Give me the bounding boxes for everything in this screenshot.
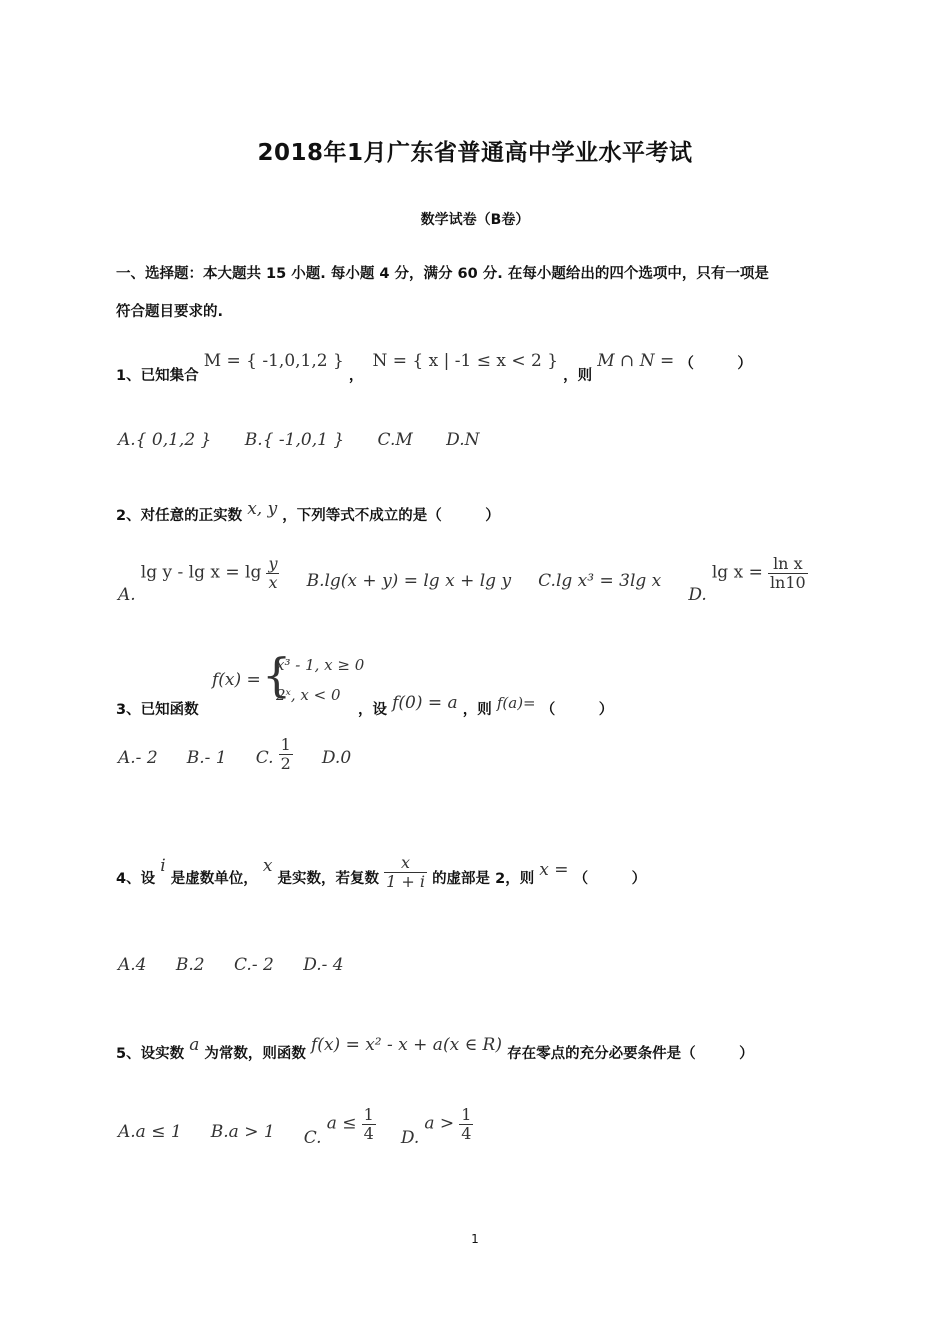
q5-option-d-fraction: $\frac{1}{4}$: [461, 1105, 472, 1143]
q4-option-a: A.4: [118, 955, 147, 975]
page-number: 1: [471, 1232, 479, 1246]
q3-rest: [358, 692, 614, 718]
q2-option-c: C.lg x³ = 3lg x: [538, 570, 662, 591]
q3-set: ，设: [358, 702, 387, 718]
q2-text: ，下列等式不成立的是（ ）: [282, 508, 500, 524]
q5-option-a: A.a ≤ 1: [118, 1121, 182, 1142]
question-1: [116, 350, 752, 384]
q2-option-a-expr: lg y - lg x = lg: [140, 562, 262, 583]
q2-option-d-label: D.: [688, 584, 707, 605]
q3-brace: {: [262, 648, 292, 702]
q2-vars: x, y: [247, 499, 278, 519]
q1-option-b: B.{ -1,0,1 }: [244, 430, 345, 450]
q5-prefix: 5、设实数: [116, 1046, 185, 1062]
q1-options: [118, 430, 479, 450]
question-2: [116, 498, 500, 524]
q3-option-c-fraction: $\frac{1}{2}$: [280, 735, 291, 773]
q1-set-m: M = { -1,0,1,2 }: [203, 351, 344, 371]
q3-option-c-label: C.: [255, 747, 274, 768]
q4-expr: x =: [539, 859, 569, 880]
q1-prefix: 1、已知集合: [116, 368, 199, 384]
q1-then: ，则: [563, 368, 593, 384]
q3-option-d: D.0: [321, 747, 352, 768]
q4-text-3: 的虚部是 2，则: [432, 870, 535, 887]
q5-option-d-label: D.: [400, 1127, 420, 1148]
q3-fa: f(a)=: [496, 694, 536, 712]
q3-option-b: B.- 1: [186, 747, 227, 768]
q5-text-2: 存在零点的充分必要条件是（ ）: [507, 1046, 754, 1062]
q4-i: i: [160, 855, 166, 876]
q2-prefix: 2、对任意的正实数: [116, 508, 243, 524]
q5-option-d-expr: a >: [424, 1113, 455, 1134]
q3-case-1: x³ - 1, x ≥ 0: [276, 656, 365, 674]
q3-prefix: 3、已知函数: [116, 702, 199, 718]
q3-option-a: A.- 2: [118, 747, 158, 768]
page-subtitle: 数学试卷（B卷）: [420, 212, 530, 228]
q2-option-b: B.lg(x + y) = lg x + lg y: [306, 570, 512, 591]
q4-option-c: C.- 2: [234, 955, 274, 975]
q1-option-d: D.N: [446, 430, 480, 450]
q5-text-1: 为常数，则函数: [204, 1046, 306, 1062]
q5-option-c-fraction: $\frac{1}{4}$: [363, 1105, 374, 1143]
q3-f0: f(0) = a: [392, 693, 458, 713]
q5-a: a: [189, 1035, 200, 1055]
q4-option-d: D.- 4: [303, 955, 344, 975]
q4-prefix: 4、设: [116, 870, 156, 887]
q4-options: [118, 955, 344, 975]
q2-option-d-fraction: $\frac{\text{ln x}}{\ln 10}$: [769, 554, 806, 592]
q5-option-c-label: C.: [303, 1127, 322, 1148]
q3-options: [118, 735, 352, 790]
q4-text-2: 是实数，若复数: [277, 870, 379, 887]
q4-answer-paren: （ ）: [573, 870, 647, 887]
q5-option-b: B.a > 1: [210, 1121, 275, 1142]
question-5: [116, 1034, 754, 1062]
q1-sep: ，: [348, 368, 364, 384]
q1-expr: M ∩ N =: [597, 351, 675, 371]
q2-option-a-fraction: $\frac{y}{x}$: [268, 554, 278, 592]
q2-option-d-expr: lg x =: [711, 562, 763, 583]
q4-option-b: B.2: [175, 955, 205, 975]
q3-answer-paren: （ ）: [540, 702, 614, 718]
section-instruction-line1: 一、选择题：本大题共 15 小题. 每小题 4 分，满分 60 分. 在每小题给出的四个选项中，只有一项是: [116, 266, 769, 282]
q3-then: ，则: [462, 702, 492, 718]
q2-options: [118, 554, 808, 605]
q1-answer-paren: （ ）: [679, 356, 752, 372]
section-instruction-line2: 符合题目要求的.: [116, 304, 224, 320]
q5-options: [118, 1105, 473, 1148]
q5-fx: f(x) = x² - x + a(x ∈ R): [311, 1035, 502, 1055]
page-title: 2018年1月广东省普通高中学业水平考试: [257, 140, 693, 166]
q1-option-c: C.M: [377, 430, 413, 450]
q5-option-c-expr: a ≤: [326, 1113, 357, 1134]
q1-set-n: N = { x | -1 ≤ x < 2 }: [372, 351, 559, 371]
q4-fraction: $\frac{x}{1 + i}$: [386, 853, 425, 891]
q1-option-a: A.{ 0,1,2 }: [118, 430, 212, 450]
q3-case-2: 2ˣ, x < 0: [276, 686, 341, 704]
q3-fx: f(x) =: [212, 670, 261, 690]
q2-option-a-label: A.: [118, 584, 136, 605]
question-4: [116, 854, 646, 890]
q4-x: x: [262, 855, 273, 876]
q4-text-1: 是虚数单位，: [170, 870, 258, 887]
